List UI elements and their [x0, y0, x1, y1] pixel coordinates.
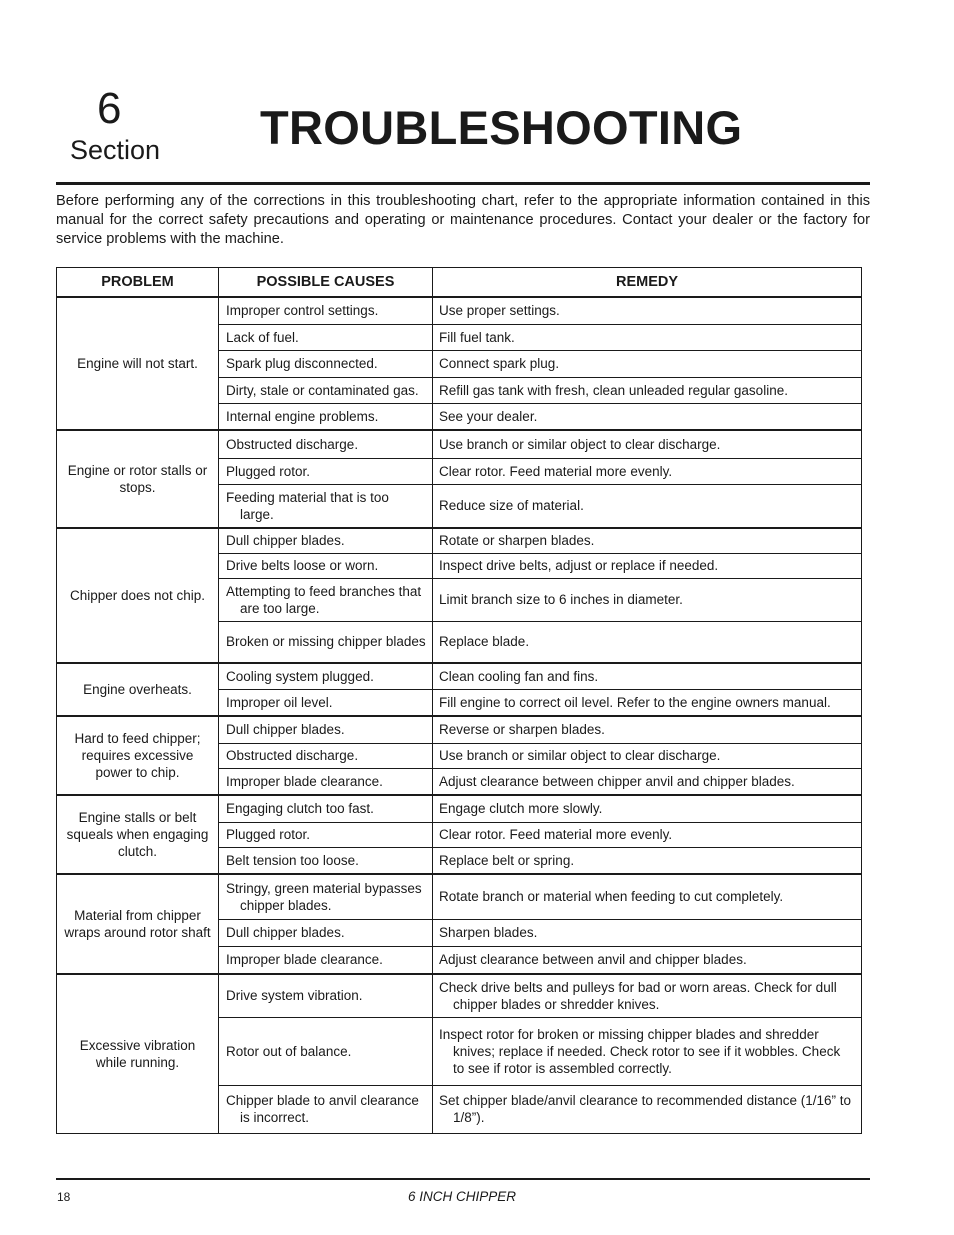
cause-text: Attempting to feed branches that are too large. — [226, 583, 422, 616]
cause-cell — [219, 974, 433, 1017]
cause-text: Lack of fuel. — [226, 329, 299, 345]
problem-cell: Chipper does not chip. — [57, 528, 219, 663]
section-number: 6 — [97, 84, 122, 133]
cause-text: Plugged rotor. — [226, 463, 311, 479]
cause-text: Feeding material that is too large. — [226, 489, 389, 522]
remedy-text: Use branch or similar object to clear discharge. — [439, 436, 721, 452]
cause-text: Dull chipper blades. — [226, 722, 345, 738]
cause-cell — [219, 621, 433, 663]
table-row — [57, 795, 862, 822]
table-header-row — [57, 268, 862, 298]
header-divider — [56, 182, 870, 185]
cause-cell — [219, 716, 433, 743]
remedy-text: Clear rotor. Feed material more evenly. — [439, 463, 673, 479]
cause-cell — [219, 403, 433, 430]
remedy-cell — [433, 297, 862, 324]
cause-text: Obstructed discharge. — [226, 436, 359, 452]
cause-cell — [219, 324, 433, 350]
cause-cell — [219, 1085, 433, 1133]
remedy-text: Replace belt or spring. — [439, 852, 575, 868]
remedy-cell — [433, 1085, 862, 1133]
cause-text: Cooling system plugged. — [226, 668, 374, 684]
cause-cell — [219, 919, 433, 946]
problem-cell: Engine overheats. — [57, 663, 219, 716]
table-row — [57, 716, 862, 743]
cause-text: Broken or missing chipper blades — [226, 634, 426, 650]
remedy-text: Fill fuel tank. — [439, 329, 515, 345]
cause-text: Engaging clutch too fast. — [226, 801, 374, 817]
table-row — [57, 874, 862, 919]
cause-cell — [219, 528, 433, 553]
remedy-cell — [433, 553, 862, 578]
remedy-text: Limit branch size to 6 inches in diameter. — [439, 592, 683, 607]
remedy-cell — [433, 874, 862, 919]
cause-text: Internal engine problems. — [226, 408, 379, 424]
remedy-cell — [433, 946, 862, 974]
cause-cell — [219, 768, 433, 795]
cause-cell — [219, 743, 433, 768]
problem-cell: Engine will not start. — [57, 297, 219, 430]
cause-cell — [219, 847, 433, 874]
remedy-cell — [433, 350, 862, 377]
cause-cell — [219, 377, 433, 403]
remedy-text: Engage clutch more slowly. — [439, 801, 603, 817]
cause-cell — [219, 795, 433, 822]
remedy-cell — [433, 974, 862, 1017]
cause-text: Improper blade clearance. — [226, 773, 383, 789]
remedy-text: Reduce size of material. — [439, 498, 584, 514]
cause-text: Improper control settings. — [226, 303, 379, 319]
problem-cell: Excessive vibration while running. — [57, 974, 219, 1133]
cause-text: Improper oil level. — [226, 694, 333, 710]
cause-cell — [219, 458, 433, 484]
table-body — [57, 297, 862, 1133]
cause-text: Drive belts loose or worn. — [226, 558, 379, 573]
remedy-text: Set chipper blade/anvil clearance to recommended distance (1/16” to 1/8”). — [439, 1093, 851, 1125]
remedy-cell — [433, 822, 862, 847]
remedy-cell — [433, 1017, 862, 1085]
remedy-text: Fill engine to correct oil level. Refer to the engine owners manual. — [439, 694, 831, 710]
remedy-text: Inspect rotor for broken or missing chipper blades and shredder knives; replace if needed. Check rotor to see if it wobbles. Check to see if rotor is assembled correctly. — [439, 1026, 841, 1076]
page-number: 18 — [57, 1190, 71, 1204]
cause-cell — [219, 874, 433, 919]
remedy-cell — [433, 689, 862, 716]
remedy-cell — [433, 430, 862, 458]
remedy-cell — [433, 324, 862, 350]
footer-document-title: 6 INCH CHIPPER — [408, 1189, 517, 1204]
cause-cell — [219, 484, 433, 528]
remedy-cell — [433, 621, 862, 663]
cause-text: Stringy, green material bypasses chipper blades. — [226, 880, 422, 913]
table-row — [57, 528, 862, 553]
cause-text: Dull chipper blades. — [226, 533, 345, 549]
cause-cell — [219, 430, 433, 458]
remedy-text: Refill gas tank with fresh, clean unleaded regular gasoline. — [439, 382, 788, 398]
remedy-cell — [433, 578, 862, 621]
table-row — [57, 663, 862, 689]
cause-text: Chipper blade to anvil clearance is incorrect. — [226, 1093, 419, 1125]
problem-cell: Engine stalls or belt squeals when engaging clutch. — [57, 795, 219, 874]
remedy-text: Adjust clearance between anvil and chipper blades. — [439, 952, 747, 968]
cause-text: Dull chipper blades. — [226, 925, 345, 940]
cause-cell — [219, 350, 433, 377]
cause-cell — [219, 1017, 433, 1085]
remedy-text: Connect spark plug. — [439, 356, 560, 371]
cause-text: Plugged rotor. — [226, 827, 311, 842]
cause-cell — [219, 689, 433, 716]
remedy-cell — [433, 919, 862, 946]
cause-text: Rotor out of balance. — [226, 1043, 352, 1059]
cause-cell — [219, 946, 433, 974]
remedy-text: Use proper settings. — [439, 303, 560, 319]
remedy-text: Rotate branch or material when feeding to cut completely. — [439, 889, 784, 905]
remedy-text: Reverse or sharpen blades. — [439, 722, 605, 738]
intro-paragraph: Before performing any of the corrections in this troubleshooting chart, refer to the appropriate information contained in this manual for the correct safety precautions and operating or maintenance procedures. Contact your dealer or the factory for service problems with the machine. — [56, 193, 870, 247]
remedy-cell — [433, 743, 862, 768]
section-label: Section — [70, 135, 161, 165]
table-row — [57, 297, 862, 324]
remedy-cell — [433, 663, 862, 689]
cause-cell — [219, 553, 433, 578]
cause-text: Spark plug disconnected. — [226, 356, 378, 371]
cause-text: Improper blade clearance. — [226, 952, 383, 968]
cause-text: Dirty, stale or contaminated gas. — [226, 382, 419, 398]
remedy-cell — [433, 403, 862, 430]
cause-text: Drive system vibration. — [226, 988, 363, 1004]
cause-cell — [219, 663, 433, 689]
cause-text: Obstructed discharge. — [226, 748, 359, 763]
remedy-cell — [433, 716, 862, 743]
remedy-text: Clear rotor. Feed material more evenly. — [439, 827, 673, 842]
remedy-cell — [433, 847, 862, 874]
table-row — [57, 430, 862, 458]
remedy-cell — [433, 768, 862, 795]
problem-cell: Engine or rotor stalls or stops. — [57, 430, 219, 528]
remedy-text: Rotate or sharpen blades. — [439, 533, 595, 549]
cause-text: Belt tension too loose. — [226, 852, 359, 868]
troubleshooting-table — [56, 267, 862, 1134]
page-title: TROUBLESHOOTING — [260, 101, 743, 154]
remedy-text: Check drive belts and pulleys for bad or worn areas. Check for dull chipper blades or shredder knives. — [439, 979, 837, 1012]
remedy-text: Inspect drive belts, adjust or replace if needed. — [439, 558, 719, 573]
cause-cell — [219, 578, 433, 621]
header-possible-causes: POSSIBLE CAUSES — [219, 268, 433, 298]
remedy-cell — [433, 484, 862, 528]
cause-cell — [219, 822, 433, 847]
remedy-cell — [433, 528, 862, 553]
remedy-text: Replace blade. — [439, 634, 530, 650]
remedy-text: Adjust clearance between chipper anvil and chipper blades. — [439, 773, 795, 789]
problem-cell: Material from chipper wraps around rotor shaft — [57, 874, 219, 974]
remedy-text: See your dealer. — [439, 408, 538, 424]
problem-cell: Hard to feed chipper; requires excessive power to chip. — [57, 716, 219, 795]
remedy-cell — [433, 458, 862, 484]
remedy-text: Sharpen blades. — [439, 925, 538, 940]
header-remedy: REMEDY — [433, 268, 862, 298]
remedy-text: Use branch or similar object to clear discharge. — [439, 748, 721, 763]
remedy-cell — [433, 377, 862, 403]
remedy-cell — [433, 795, 862, 822]
cause-cell — [219, 297, 433, 324]
footer-divider — [56, 1178, 870, 1180]
remedy-text: Clean cooling fan and fins. — [439, 668, 599, 684]
table-row — [57, 974, 862, 1017]
header-problem: PROBLEM — [57, 268, 219, 298]
